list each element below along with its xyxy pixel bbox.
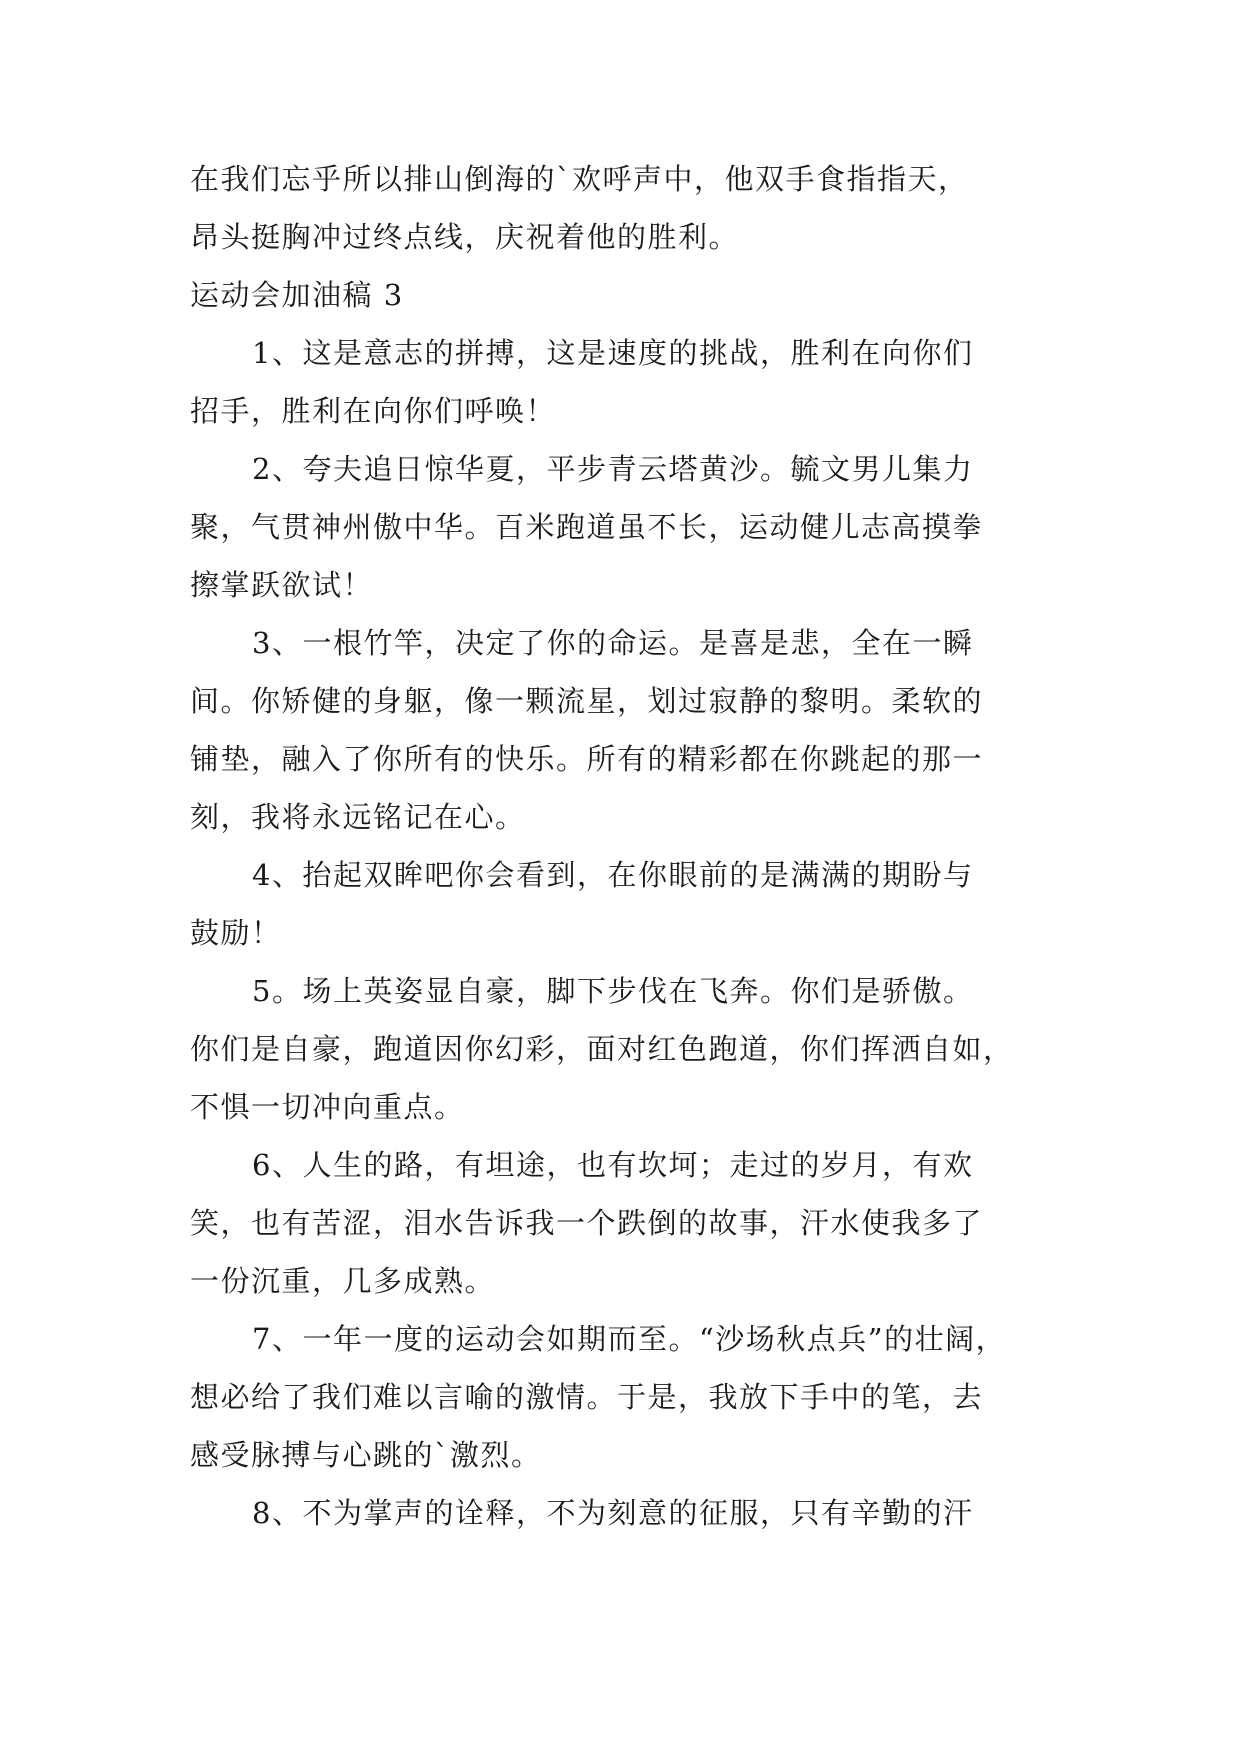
paragraph-5-start: 5。场上英姿显自豪，脚下步伐在飞奔。你们是骄傲。: [252, 974, 974, 1008]
text-line: 昂头挺胸冲过终点线，庆祝着他的胜利。: [190, 220, 740, 254]
paragraph-3-start: 3、一根竹竿，决定了你的命运。是喜是悲，全在一瞬: [252, 626, 974, 660]
text-line: 聚，气贯神州傲中华。百米跑道虽不长，运动健儿志高摸拳: [190, 510, 984, 544]
paragraph-2-start: 2、夸夫追日惊华夏，平步青云塔黄沙。毓文男儿集力: [252, 452, 974, 486]
text-line: 你们是自豪，跑道因你幻彩，面对红色跑道，你们挥洒自如，: [190, 1032, 1014, 1066]
text-line: 铺垫，融入了你所有的快乐。所有的精彩都在你跳起的那一: [190, 742, 984, 776]
text-line: 笑，也有苦涩，泪水告诉我一个跌倒的故事，汗水使我多了: [190, 1206, 984, 1240]
text-line: 擦掌跃欲试！: [190, 568, 374, 602]
text-line: 刻，我将永远铭记在心。: [190, 800, 526, 834]
paragraph-6-start: 6、人生的路，有坦途，也有坎坷；走过的岁月，有欢: [252, 1148, 974, 1182]
text-line: 感受脉搏与心跳的`激烈。: [190, 1438, 542, 1472]
paragraph-1-start: 1、这是意志的拼搏，这是速度的挑战，胜利在向你们: [252, 336, 974, 370]
paragraph-7-start: 7、一年一度的运动会如期而至。“沙场秋点兵”的壮阔，: [252, 1322, 1007, 1356]
text-line: 间。你矫健的身躯，像一颗流星，划过寂静的黎明。柔软的: [190, 684, 984, 718]
text-line: 鼓励！: [190, 916, 282, 950]
text-line: 不惧一切冲向重点。: [190, 1090, 465, 1124]
section-title: 运动会加油稿 3: [190, 278, 404, 312]
text-line: 在我们忘乎所以排山倒海的`欢呼声中，他双手食指指天，: [190, 162, 969, 196]
document-page: [190, 150, 1050, 1542]
text-line: 招手，胜利在向你们呼唤！: [190, 394, 557, 428]
paragraph-8-start: 8、不为掌声的诠释，不为刻意的征服，只有辛勤的汗: [252, 1496, 974, 1530]
paragraph-4-start: 4、抬起双眸吧你会看到，在你眼前的是满满的期盼与: [252, 858, 974, 892]
text-line: 一份沉重，几多成熟。: [190, 1264, 496, 1298]
text-line: 想必给了我们难以言喻的激情。于是，我放下手中的笔，去: [190, 1380, 984, 1414]
